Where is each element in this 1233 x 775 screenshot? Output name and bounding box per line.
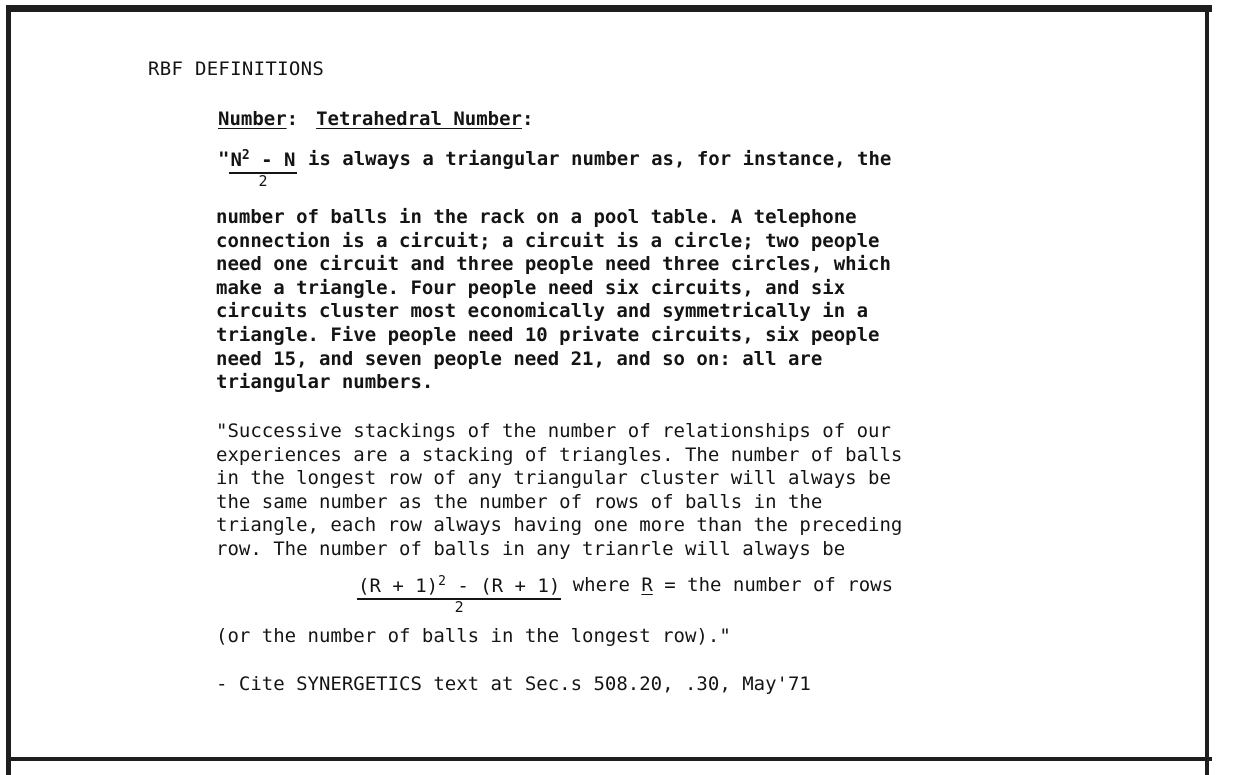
formula-definition: = the number of rows	[652, 574, 894, 596]
frame-top-border	[6, 5, 1212, 12]
formula-rows	[357, 574, 893, 614]
formula-open-quote: "	[218, 148, 230, 170]
closing-line: (or the number of balls in the longest row)."	[216, 625, 731, 647]
numerator-2-exponent: 2	[438, 574, 446, 589]
page-title: RBF DEFINITIONS	[148, 58, 325, 80]
heading-colon-2: :	[522, 108, 534, 130]
citation-line: - Cite SYNERGETICS text at Sec.s 508.20, .30, May'71	[216, 673, 811, 695]
fraction-r-plus-one	[357, 574, 561, 614]
frame-bottom-border	[6, 757, 1212, 761]
formula-line-1	[218, 148, 891, 188]
fraction-2-numerator	[357, 574, 561, 600]
numerator-2-part2: - (R + 1)	[445, 575, 561, 597]
fraction-2-denominator: 2	[454, 598, 464, 616]
numerator-exponent: 2	[241, 148, 250, 163]
fraction-n-squared	[229, 148, 296, 188]
fraction-numerator	[229, 148, 296, 174]
numerator-rest: - N	[249, 149, 296, 171]
definition-heading	[218, 108, 533, 130]
paragraph-triangular-numbers: number of balls in the rack on a pool table. A telephone connection is a circuit; a circuit is a circle; two people need one circuit and three people need three circles, which make a triangle. Four people need six circuits, and six circuits cluster most economically and symmetrically in a triangle. Five people need 10 private circuits, six people need 15, and seven people need 21, and so on: all are triangular numbers.	[216, 206, 891, 394]
paragraph-successive-stackings: "Successive stackings of the number of relationships of our experiences are a stacking of triangles. The number of balls in the longest row of any triangular cluster will always be the same number as the number of rows of balls in the triangle, each row always having one more than the preceding row. The number of balls in any trianrle will always be	[216, 420, 903, 560]
frame-left-border	[6, 8, 11, 775]
formula-text-after: is always a triangular number as, for instance, the	[296, 148, 892, 170]
heading-tetrahedral-label: Tetrahedral Number	[316, 108, 522, 130]
numerator-2-part1: (R + 1)	[358, 575, 439, 597]
heading-number-label: Number	[218, 108, 287, 130]
frame-right-border	[1205, 8, 1209, 775]
numerator-base: N	[230, 149, 242, 171]
formula-where-text: where	[561, 574, 642, 596]
formula-variable-r: R	[641, 574, 653, 596]
heading-colon-1: :	[286, 108, 299, 130]
fraction-denominator: 2	[258, 172, 268, 190]
